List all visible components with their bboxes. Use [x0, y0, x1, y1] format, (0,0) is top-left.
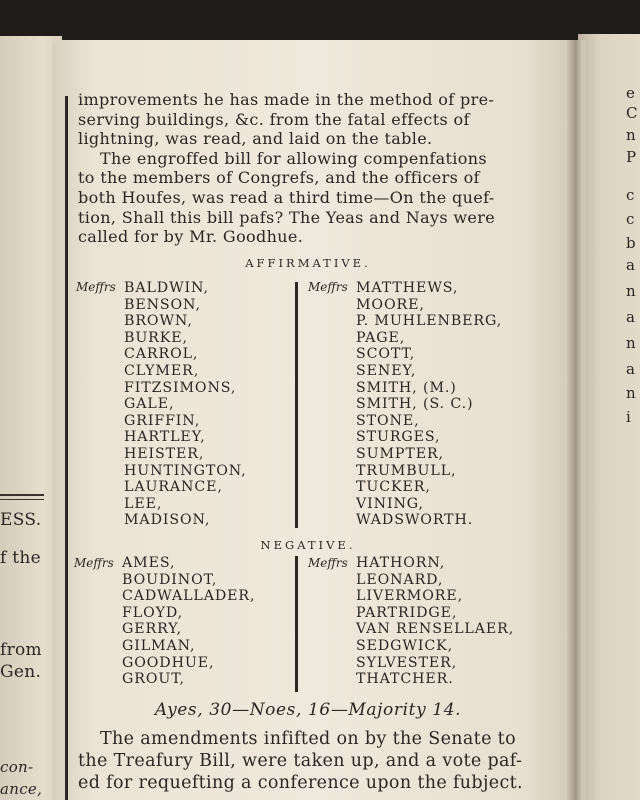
right-page-letter: i: [626, 408, 631, 426]
text-line: improvements he has made in the method of pre-: [78, 90, 495, 109]
gutter-shadow: [566, 40, 582, 800]
opening-paragraph: [78, 90, 538, 247]
negative-divider: [295, 556, 298, 692]
member-name: SEDGWICK,: [356, 637, 454, 654]
member-name: WADSWORTH.: [356, 512, 474, 529]
member-name: BENSON,: [124, 296, 201, 313]
member-name: HATHORN,: [356, 555, 446, 571]
member-name: STONE,: [356, 412, 420, 429]
member-name: LEE,: [124, 495, 163, 512]
messrs-label: Meffrs: [76, 280, 116, 294]
member-name: GOODHUE,: [122, 654, 215, 671]
left-page-italic-line: ance,: [0, 780, 43, 798]
text-line: to the members of Congrefs, and the officers of: [78, 168, 480, 188]
member-name: VINING,: [356, 495, 424, 512]
member-name: GALE,: [124, 396, 175, 413]
right-page-letter: n: [626, 282, 636, 300]
affirmative-left-names: [124, 280, 247, 529]
member-name: FITZSIMONS,: [124, 379, 237, 396]
text-line: both Houfes, was read a third time—On the quef-: [78, 187, 495, 207]
member-name: GILMAN,: [122, 637, 196, 654]
messrs-label: Meffrs: [308, 280, 348, 294]
negative-left-names: [122, 555, 255, 688]
text-line: The engroffed bill for allowing compenfations: [100, 148, 487, 168]
member-name: MADISON,: [124, 512, 211, 529]
right-page-letter: a: [626, 308, 635, 326]
member-name: MOORE,: [356, 296, 425, 313]
member-name: PARTRIDGE,: [356, 604, 458, 621]
member-name: CARROL,: [124, 346, 199, 363]
member-name: LAURANCE,: [124, 479, 223, 496]
right-page-letter: n: [626, 384, 636, 402]
column-rule: [65, 96, 68, 800]
text-line: tion, Shall this bill pafs? The Yeas and Nays were: [78, 207, 496, 227]
member-name: LEONARD,: [356, 571, 444, 588]
member-name: GERRY,: [122, 621, 183, 638]
member-name: SCOTT,: [356, 346, 416, 363]
messrs-label: Meffrs: [308, 556, 348, 570]
affirmative-divider: [295, 282, 298, 528]
negative-heading: NEGATIVE.: [260, 538, 356, 552]
text-line: called for by Mr. Goodhue.: [78, 227, 304, 247]
member-name: CLYMER,: [124, 362, 200, 379]
member-name: HARTLEY,: [124, 429, 206, 446]
member-name: BURKE,: [124, 329, 188, 346]
member-name: GRIFFIN,: [124, 412, 201, 429]
member-name: CADWALLADER,: [122, 588, 256, 605]
text-line: ed for requefting a conference upon the fubject.: [78, 773, 523, 793]
text-line: lightning, was read, and laid on the table.: [78, 129, 433, 149]
negative-right-names: [356, 555, 514, 688]
member-name: BOUDINOT,: [122, 571, 218, 588]
member-name: STURGES,: [356, 429, 441, 446]
member-name: MATTHEWS,: [356, 280, 459, 296]
member-name: TUCKER,: [356, 479, 431, 496]
member-name: SUMPTER,: [356, 445, 444, 462]
right-page-letter: b: [626, 234, 636, 252]
member-name: BROWN,: [124, 313, 193, 330]
member-name: THATCHER.: [356, 671, 454, 688]
right-page-letter: c: [626, 186, 635, 204]
member-name: SMITH, (S. C.): [356, 396, 474, 413]
right-page-letter: a: [626, 360, 635, 378]
left-page-line: Gen.: [0, 662, 42, 682]
right-page-letter: a: [626, 256, 635, 274]
background-top: [0, 0, 640, 40]
member-name: LIVERMORE,: [356, 588, 464, 605]
member-name: TRUMBULL,: [356, 462, 457, 479]
right-page-letter: n: [626, 334, 636, 352]
text-line: serving buildings, &c. from the fatal effects of: [78, 109, 470, 129]
vote-totals: Ayes, 30—Noes, 16—Majority 14.: [154, 700, 462, 720]
member-name: PAGE,: [356, 329, 406, 346]
right-page-letter: C: [626, 104, 638, 122]
member-name: AMES,: [122, 555, 176, 571]
text-line: The amendments infifted on by the Senate to: [100, 729, 516, 749]
messrs-label: Meffrs: [74, 556, 114, 570]
affirmative-heading: AFFIRMATIVE.: [245, 256, 371, 270]
member-name: BALDWIN,: [124, 280, 209, 296]
member-name: SMITH, (M.): [356, 379, 457, 396]
amendments-paragraph: [78, 728, 548, 794]
member-name: VAN RENSELLAER,: [356, 621, 515, 638]
right-page-letter: n: [626, 126, 636, 144]
left-page-rule-thin: [0, 499, 44, 500]
left-page-heading: ESS.: [0, 510, 42, 530]
right-page-letter: P: [626, 148, 637, 166]
left-page-line: from: [0, 640, 42, 660]
member-name: SYLVESTER,: [356, 654, 458, 671]
member-name: HUNTINGTON,: [124, 462, 247, 479]
member-name: SENEY,: [356, 362, 417, 379]
member-name: P. MUHLENBERG,: [356, 313, 503, 330]
right-page-letter: e: [626, 84, 635, 102]
member-name: GROUT,: [122, 671, 185, 688]
left-page-rule: [0, 494, 44, 496]
affirmative-right-names: [356, 280, 502, 529]
right-page-letter: c: [626, 210, 635, 228]
text-line: the Treafury Bill, were taken up, and a vote paf-: [78, 751, 523, 771]
member-name: HEISTER,: [124, 445, 205, 462]
member-name: FLOYD,: [122, 604, 184, 621]
left-page-italic-line: con-: [0, 758, 34, 776]
left-page-line: f the: [0, 548, 42, 568]
